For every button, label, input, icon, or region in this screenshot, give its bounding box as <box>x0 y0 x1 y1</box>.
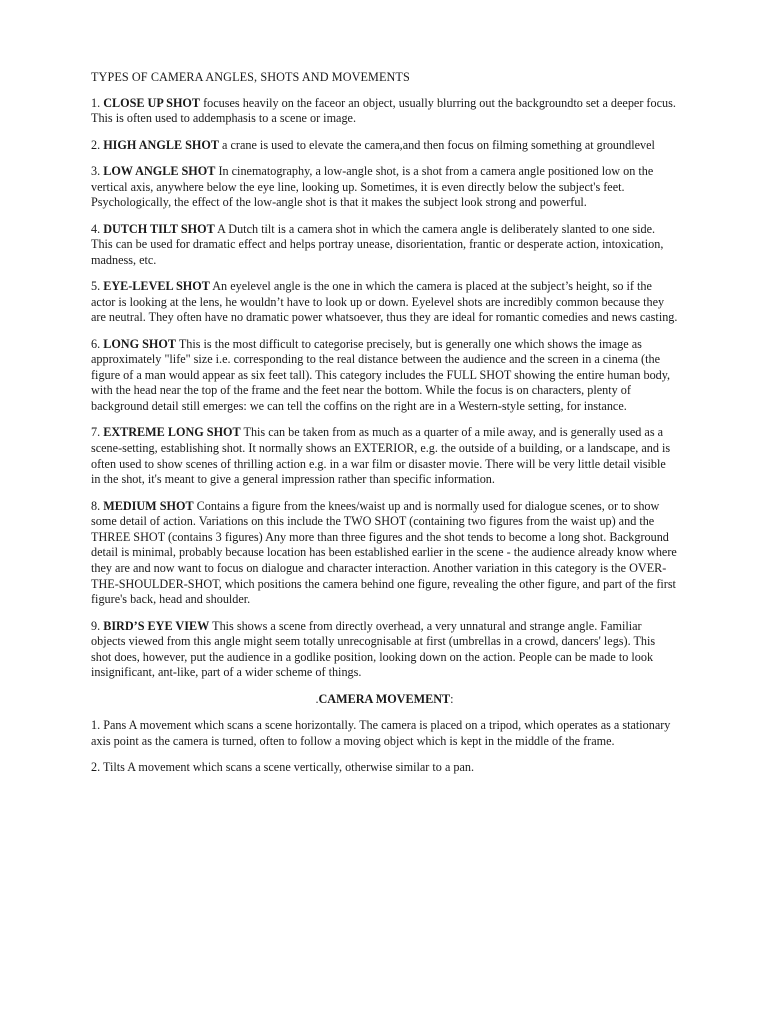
item-number: 6. <box>91 336 101 351</box>
term-extreme-long-shot: EXTREME LONG SHOT <box>103 425 241 440</box>
angle-item-2 <box>91 138 678 154</box>
movement-item-1 <box>91 718 678 749</box>
term-dutch-tilt-shot: DUTCH TILT SHOT <box>103 221 215 236</box>
term-close-up-shot: CLOSE UP SHOT <box>103 95 201 110</box>
item-description: Contains a figure from the knees/waist up and is normally used for dialogue scenes, or to show some detail of action. Variations on this include the TWO SHOT (containing two figures from the waist up) and the THREE SHOT (contains 3 figures) Any more than three figures and the shot tends to become a long shot. Background detail is minimal, probably because location has been established earlier in the scene - the audience already know where they are and now want to focus on dialogue and character interaction. Another variation in this category is the OVER-THE-SHOULDER-SHOT, which positions the camera behind one figure, revealing the other figure, and part of the first figure's back, head and shoulder. <box>91 498 677 607</box>
item-description: An eyelevel angle is the one in which the camera is placed at the subject’s height, so if the actor is looking at the lens, he wouldn’t have to look up or down. Eyelevel shots are incredibly common because they are neutral. They often have no dramatic power whatsoever, thus they are ideal for romantic comedies and news casting. <box>91 279 678 325</box>
angle-item-8 <box>91 499 678 608</box>
item-description: This is the most difficult to categorise precisely, but is generally one which shows the image as approximately "life" size i.e. corresponding to the real distance between the audience and the screen in a cinema (the figure of a man would appear as six feet tall). This category includes the FULL SHOT showing the entire human body, with the head near the top of the frame and the feet near the bottom. While the focus is on characters, plenty of background detail still emerges: we can tell the coffins on the right are in a Western-style setting, for instance. <box>91 336 671 414</box>
term-low-angle-shot: LOW ANGLE SHOT <box>103 163 216 178</box>
item-number: 2. <box>91 760 101 775</box>
angle-item-7 <box>91 425 678 487</box>
item-number: 9. <box>91 618 101 633</box>
item-number: 7. <box>91 425 101 440</box>
term-high-angle-shot: HIGH ANGLE SHOT <box>103 137 219 152</box>
item-number: 2. <box>91 137 101 152</box>
item-description: This shows a scene from directly overhead, a very unnatural and strange angle. Familiar objects viewed from this angle might seem totally unrecognisable at first (umbrellas in a crowd, dancers' legs). This shot does, however, put the audience in a godlike position, looking down on the action. People can be made to look insignificant, ant-like, part of a wider scheme of things. <box>91 618 656 680</box>
angle-item-5 <box>91 279 678 326</box>
document-title: TYPES OF CAMERA ANGLES, SHOTS AND MOVEMENTS <box>91 70 410 84</box>
item-number: 5. <box>91 279 101 294</box>
angle-item-4 <box>91 222 678 269</box>
item-number: 4. <box>91 221 101 236</box>
item-description: In cinematography, a low-angle shot, is a shot from a camera angle positioned low on the vertical axis, anywhere below the eye line, looking up. Sometimes, it is even directly below the subject's feet. Psychologically, the effect of the low-angle shot is that it makes the subject look strong and powerful. <box>91 163 654 210</box>
term-eye-level-shot: EYE-LEVEL SHOT <box>103 279 210 294</box>
heading-prefix: . <box>315 691 319 706</box>
term-long-shot: LONG SHOT <box>103 336 176 351</box>
movement-item-2 <box>91 760 678 776</box>
angle-item-1 <box>91 96 678 127</box>
angle-item-3 <box>91 164 678 211</box>
term-medium-shot: MEDIUM SHOT <box>103 498 194 513</box>
heading-suffix: : <box>450 691 454 706</box>
item-number: 3. <box>91 163 101 178</box>
item-number: 8. <box>91 498 101 513</box>
angle-item-9 <box>91 619 678 681</box>
heading-label: CAMERA MOVEMENT <box>318 691 451 706</box>
item-description: A Dutch tilt is a camera shot in which the camera angle is deliberately slanted to one side. This can be used for dramatic effect and helps portray unease, disorientation, frantic or desperate action, intoxication, madness, etc. <box>91 221 664 267</box>
item-description: This can be taken from as much as a quarter of a mile away, and is generally used as a scene-setting, establishing shot. It normally shows an EXTERIOR, e.g. the outside of a building, or a landscape, and is often used to show scenes of thrilling action e.g. in a war film or disaster movie. There will be very little detail visible in the shot, it's meant to give a general impression rather than specific information. <box>91 425 671 487</box>
item-number: 1. <box>91 95 101 110</box>
item-description: Tilts A movement which scans a scene vertically, otherwise similar to a pan. <box>102 760 475 775</box>
camera-movement-heading <box>91 692 678 708</box>
item-number: 1. <box>91 718 101 733</box>
term-birds-eye-view: BIRD’S EYE VIEW <box>103 618 210 633</box>
item-description: a crane is used to elevate the camera,and then focus on filming something at groundlevel <box>222 137 655 152</box>
angle-item-6 <box>91 337 678 415</box>
item-description: focuses heavily on the faceor an object, usually blurring out the backgroundto set a deeper focus. This is often used to addemphasis to a scene or image. <box>91 95 676 126</box>
item-description: Pans A movement which scans a scene horizontally. The camera is placed on a tripod, which operates as a stationary axis point as the camera is turned, often to follow a moving object which is kept in the middle of the frame. <box>91 718 671 748</box>
